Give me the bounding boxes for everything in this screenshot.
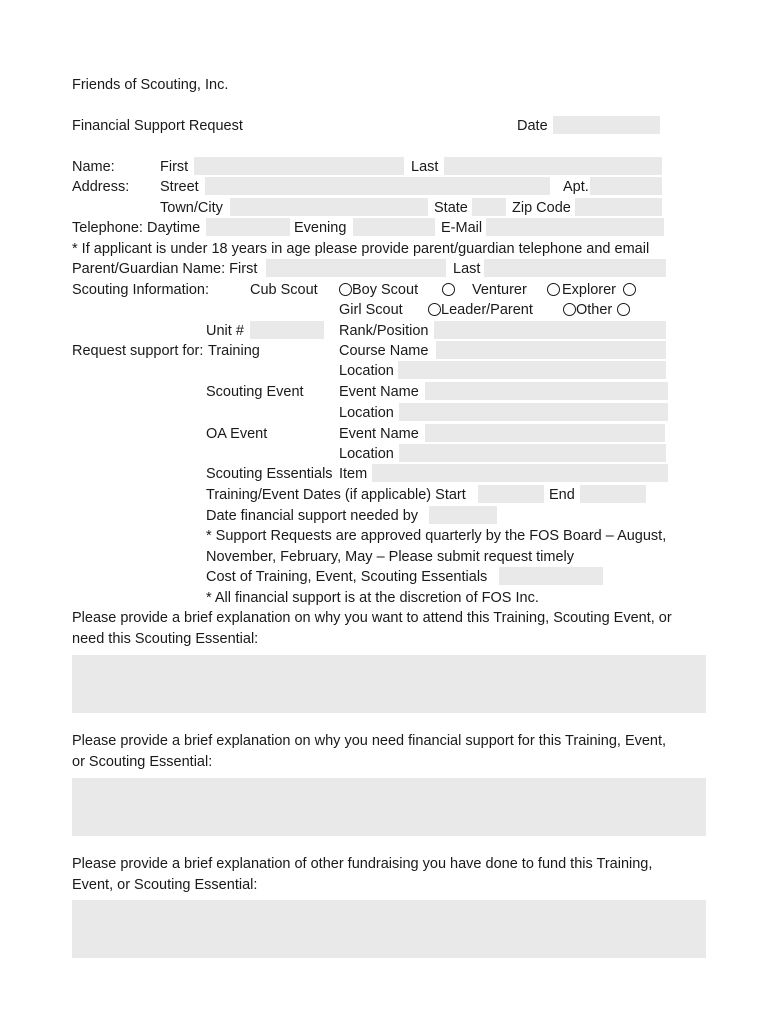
event-location-label: Location bbox=[339, 405, 394, 421]
explorer-radio[interactable] bbox=[623, 283, 636, 296]
oa-location-field[interactable] bbox=[399, 444, 666, 462]
scouting-info-label: Scouting Information: bbox=[72, 282, 210, 298]
leader-parent-radio[interactable] bbox=[563, 303, 576, 316]
town-field[interactable] bbox=[230, 198, 428, 216]
start-date-field[interactable] bbox=[478, 485, 544, 503]
end-date-label: End bbox=[549, 487, 575, 503]
scouting-event-label: Scouting Event bbox=[206, 384, 304, 400]
approval-note-2: November, February, May – Please submit request timely bbox=[206, 549, 575, 565]
essentials-label: Scouting Essentials bbox=[206, 466, 333, 482]
event-name-field[interactable] bbox=[425, 382, 668, 400]
oa-location-label: Location bbox=[339, 446, 394, 462]
question-1-line-2: need this Scouting Essential: bbox=[72, 631, 259, 647]
street-label: Street bbox=[160, 179, 199, 195]
guardian-last-field[interactable] bbox=[484, 259, 666, 277]
end-date-field[interactable] bbox=[580, 485, 646, 503]
course-name-field[interactable] bbox=[436, 341, 666, 359]
rank-field[interactable] bbox=[434, 321, 666, 339]
question-2-line-1: Please provide a brief explanation on why you need financial support for this Training, Event, bbox=[72, 733, 667, 749]
other-radio[interactable] bbox=[617, 303, 630, 316]
question-3-line-2: Event, or Scouting Essential: bbox=[72, 877, 258, 893]
address-label: Address: bbox=[72, 179, 130, 195]
name-label: Name: bbox=[72, 159, 115, 175]
unit-field[interactable] bbox=[250, 321, 324, 339]
daytime-phone-field[interactable] bbox=[206, 218, 290, 236]
question-3-answer[interactable] bbox=[72, 900, 706, 958]
training-label: Training bbox=[208, 343, 260, 359]
dates-start-label: Training/Event Dates (if applicable) Start bbox=[206, 487, 466, 503]
zip-field[interactable] bbox=[575, 198, 662, 216]
last-name-field[interactable] bbox=[444, 157, 662, 175]
town-label: Town/City bbox=[160, 200, 223, 216]
oa-event-name-field[interactable] bbox=[425, 424, 665, 442]
guardian-last-label: Last bbox=[453, 261, 481, 277]
form-title: Financial Support Request bbox=[72, 118, 243, 134]
question-2-line-2: or Scouting Essential: bbox=[72, 754, 213, 770]
girl-scout-label: Girl Scout bbox=[339, 302, 403, 318]
leader-parent-label: Leader/Parent bbox=[441, 302, 533, 318]
zip-label: Zip Code bbox=[512, 200, 571, 216]
venturer-label: Venturer bbox=[472, 282, 527, 298]
request-label: Request support for: bbox=[72, 343, 204, 359]
needed-by-label: Date financial support needed by bbox=[206, 508, 419, 524]
item-label: Item bbox=[339, 466, 368, 482]
last-name-label: Last bbox=[411, 159, 439, 175]
guardian-note: * If applicant is under 18 years in age please provide parent/guardian telephone and email bbox=[72, 241, 650, 257]
org-name: Friends of Scouting, Inc. bbox=[72, 77, 229, 93]
other-label: Other bbox=[576, 302, 613, 318]
question-1-answer[interactable] bbox=[72, 655, 706, 713]
item-field[interactable] bbox=[372, 464, 668, 482]
date-field[interactable] bbox=[553, 116, 660, 134]
cost-field[interactable] bbox=[499, 567, 603, 585]
question-2-answer[interactable] bbox=[72, 778, 706, 836]
explorer-label: Explorer bbox=[562, 282, 616, 298]
cub-scout-label: Cub Scout bbox=[250, 282, 318, 298]
state-label: State bbox=[434, 200, 468, 216]
girl-scout-radio[interactable] bbox=[428, 303, 441, 316]
needed-by-field[interactable] bbox=[429, 506, 497, 524]
discretion-note: * All financial support is at the discretion of FOS Inc. bbox=[206, 590, 539, 606]
training-location-label: Location bbox=[339, 363, 394, 379]
event-location-field[interactable] bbox=[399, 403, 668, 421]
apt-label: Apt. bbox=[563, 179, 589, 195]
approval-note-1: * Support Requests are approved quarterly by the FOS Board – August, bbox=[206, 528, 667, 544]
email-label: E-Mail bbox=[441, 220, 483, 236]
cub-scout-radio[interactable] bbox=[339, 283, 352, 296]
guardian-first-field[interactable] bbox=[266, 259, 446, 277]
cost-label: Cost of Training, Event, Scouting Essentials bbox=[206, 569, 488, 585]
first-name-field[interactable] bbox=[194, 157, 404, 175]
question-1-line-1: Please provide a brief explanation on why you want to attend this Training, Scouting Event, or bbox=[72, 610, 672, 626]
question-3-line-1: Please provide a brief explanation of other fundraising you have done to fund this Training, bbox=[72, 856, 653, 872]
state-field[interactable] bbox=[472, 198, 506, 216]
event-name-label: Event Name bbox=[339, 384, 419, 400]
evening-phone-label: Evening bbox=[294, 220, 347, 236]
email-field[interactable] bbox=[486, 218, 664, 236]
oa-event-name-label: Event Name bbox=[339, 426, 419, 442]
boy-scout-radio[interactable] bbox=[442, 283, 455, 296]
rank-label: Rank/Position bbox=[339, 323, 429, 339]
guardian-first-label: Parent/Guardian Name: First bbox=[72, 261, 258, 277]
apt-field[interactable] bbox=[590, 177, 662, 195]
oa-event-label: OA Event bbox=[206, 426, 268, 442]
unit-label: Unit # bbox=[206, 323, 244, 339]
evening-phone-field[interactable] bbox=[353, 218, 435, 236]
boy-scout-label: Boy Scout bbox=[352, 282, 419, 298]
training-location-field[interactable] bbox=[398, 361, 666, 379]
venturer-radio[interactable] bbox=[547, 283, 560, 296]
street-field[interactable] bbox=[205, 177, 550, 195]
first-name-label: First bbox=[160, 159, 189, 175]
date-label: Date bbox=[517, 118, 548, 134]
daytime-phone-label: Telephone: Daytime bbox=[72, 220, 201, 236]
course-name-label: Course Name bbox=[339, 343, 429, 359]
